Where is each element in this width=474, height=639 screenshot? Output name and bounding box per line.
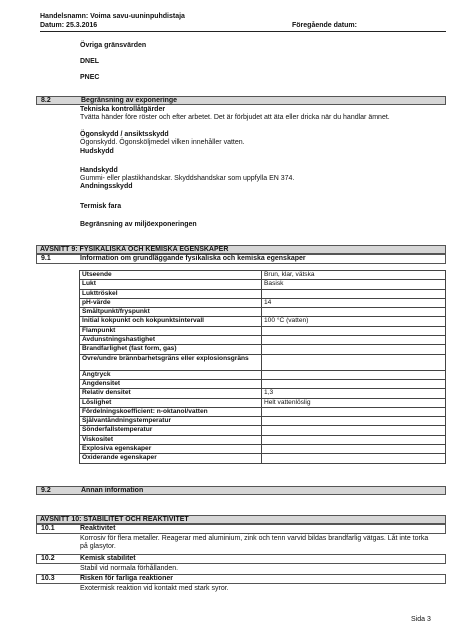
table-row: [80, 454, 446, 463]
table-row: [80, 271, 446, 280]
tech-text: Tvätta händer före röster och efter arbetet. Det är förbjudet att äta eller dricka när du handlar ämnet.: [80, 114, 390, 121]
property-name: Löslighet: [80, 398, 262, 407]
property-value: [262, 426, 446, 435]
table-row: [80, 426, 446, 435]
section-9-title: AVSNITT 9: FYSIKALISKA OCH KEMISKA EGENSKAPER: [40, 246, 229, 253]
property-value: Helt vattenlöslig: [262, 398, 446, 407]
property-name: Flampunkt: [80, 326, 262, 335]
table-row: [80, 417, 446, 426]
env-title: Begränsning av miljöexponeringen: [80, 221, 197, 228]
property-value: Basisk: [262, 280, 446, 289]
section-10-1-text: Korrosiv för flera metaller. Reagerar med aluminium, zink och tenn varvid bildas brandfarlig vätgas. Låt inte torka på glasytor.: [80, 535, 429, 551]
section-10-3-title: Risken för farliga reaktioner: [80, 575, 173, 582]
table-row: [80, 298, 446, 307]
property-name: Initial kokpunkt och kokpunktsintervall: [80, 317, 262, 326]
property-value: [262, 379, 446, 388]
property-name: Fördelningskoefficient: n-oktanol/vatten: [80, 407, 262, 416]
property-value: [262, 445, 446, 454]
eye-text: Ögonskydd. Ögonsköljmedel vilken innehåller vatten.: [80, 139, 245, 146]
table-row: [80, 317, 446, 326]
property-name: Smältpunkt/fryspunkt: [80, 308, 262, 317]
section-10-1-title: Reaktivitet: [80, 525, 116, 532]
property-name: Viskositet: [80, 435, 262, 444]
section-10-2-box: [36, 554, 446, 564]
property-name: Avdunstningshastighet: [80, 336, 262, 345]
property-value: [262, 417, 446, 426]
section-10-title: AVSNITT 10: STABILITET OCH REAKTIVITET: [40, 516, 189, 523]
section-9-1-box: [36, 254, 446, 264]
pnec: PNEC: [80, 74, 100, 81]
thermal-title: Termisk fara: [80, 203, 122, 210]
section-10-3-number: 10.3: [41, 575, 55, 582]
property-name: Ångdensitet: [80, 379, 262, 388]
property-value: [262, 407, 446, 416]
property-value: 14: [262, 298, 446, 307]
section-10-2-title: Kemisk stabilitet: [80, 555, 136, 562]
table-row: [80, 379, 446, 388]
section-8-2-title: Begränsning av exponeringe: [81, 97, 178, 104]
section-10-bar: [36, 515, 446, 524]
property-name: Sönderfallstemperatur: [80, 426, 262, 435]
header-rule: [40, 31, 446, 32]
properties-table: [79, 270, 446, 464]
section-9-2-number: 9.2: [41, 487, 51, 494]
table-row: [80, 407, 446, 416]
section-10-1-number: 10.1: [41, 525, 55, 532]
date: Datum: 25.3.2016: [40, 22, 98, 29]
table-row: [80, 280, 446, 289]
section-10-3-text: Exotermisk reaktion vid kontakt med stark syror.: [80, 585, 229, 592]
trade-name: Handelsnamn: Voima savu-uuninpuhdistaja: [40, 13, 185, 20]
section-9-bar: [36, 245, 446, 254]
property-value: [262, 454, 446, 463]
dnel: DNEL: [80, 58, 100, 65]
section-9-1-number: 9.1: [41, 255, 51, 262]
property-value: [262, 370, 446, 379]
section-8-2-bar: [36, 96, 446, 105]
property-name: Självantändningstemperatur: [80, 417, 262, 426]
section-9-2-bar: [36, 486, 446, 495]
skin-title: Hudskydd: [80, 148, 114, 155]
property-name: Explosiva egenskaper: [80, 445, 262, 454]
property-name: Relativ densitet: [80, 389, 262, 398]
property-name: Oxiderande egenskaper: [80, 454, 262, 463]
previous-date: Föregående datum:: [292, 22, 357, 29]
table-row: [80, 326, 446, 335]
property-value: [262, 289, 446, 298]
table-row: [80, 308, 446, 317]
property-value: 100 °C (vatten): [262, 317, 446, 326]
table-row: [80, 345, 446, 354]
section-10-3-box: [36, 574, 446, 584]
section-8-2-number: 8.2: [41, 97, 51, 104]
section-9-2-title: Annan information: [81, 487, 144, 494]
property-value: 1,3: [262, 389, 446, 398]
table-row: [80, 370, 446, 379]
property-value: [262, 435, 446, 444]
table-row: [80, 389, 446, 398]
property-name: Lukt: [80, 280, 262, 289]
table-row: [80, 435, 446, 444]
section-10-2-number: 10.2: [41, 555, 55, 562]
property-name: Brandfarlighet (fast form, gas): [80, 345, 262, 354]
property-value: [262, 345, 446, 354]
hand-title: Handskydd: [80, 167, 118, 174]
table-row: [80, 445, 446, 454]
property-name: Lukttröskel: [80, 289, 262, 298]
table-row: [80, 336, 446, 345]
resp-title: Andningsskydd: [80, 183, 133, 190]
property-value: [262, 354, 446, 370]
property-value: [262, 308, 446, 317]
hand-text: Gummi- eller plastikhandskar. Skyddshandskar som uppfylla EN 374.: [80, 175, 295, 182]
section-10-2-text: Stabil vid normala förhållanden.: [80, 565, 179, 572]
property-name: pH-värde: [80, 298, 262, 307]
table-row: [80, 289, 446, 298]
section-9-1-title: Information om grundläggande fysikaliska och kemiska egenskaper: [80, 255, 306, 262]
tech-title: Tekniska kontrollåtgärder: [80, 106, 166, 113]
eye-title: Ögonskydd / ansiktsskydd: [80, 131, 169, 138]
property-value: Brun, klar, vätska: [262, 271, 446, 280]
page-number: Sida 3: [411, 616, 431, 623]
property-name: Övre/undre brännbarhetsgräns eller explosionsgräns: [80, 354, 262, 370]
table-row: [80, 398, 446, 407]
property-name: Ångtryck: [80, 370, 262, 379]
property-value: [262, 326, 446, 335]
property-name: Utseende: [80, 271, 262, 280]
other-limits: Övriga gränsvärden: [80, 42, 147, 49]
section-10-1-box: [36, 524, 446, 534]
property-value: [262, 336, 446, 345]
table-row: [80, 354, 446, 370]
